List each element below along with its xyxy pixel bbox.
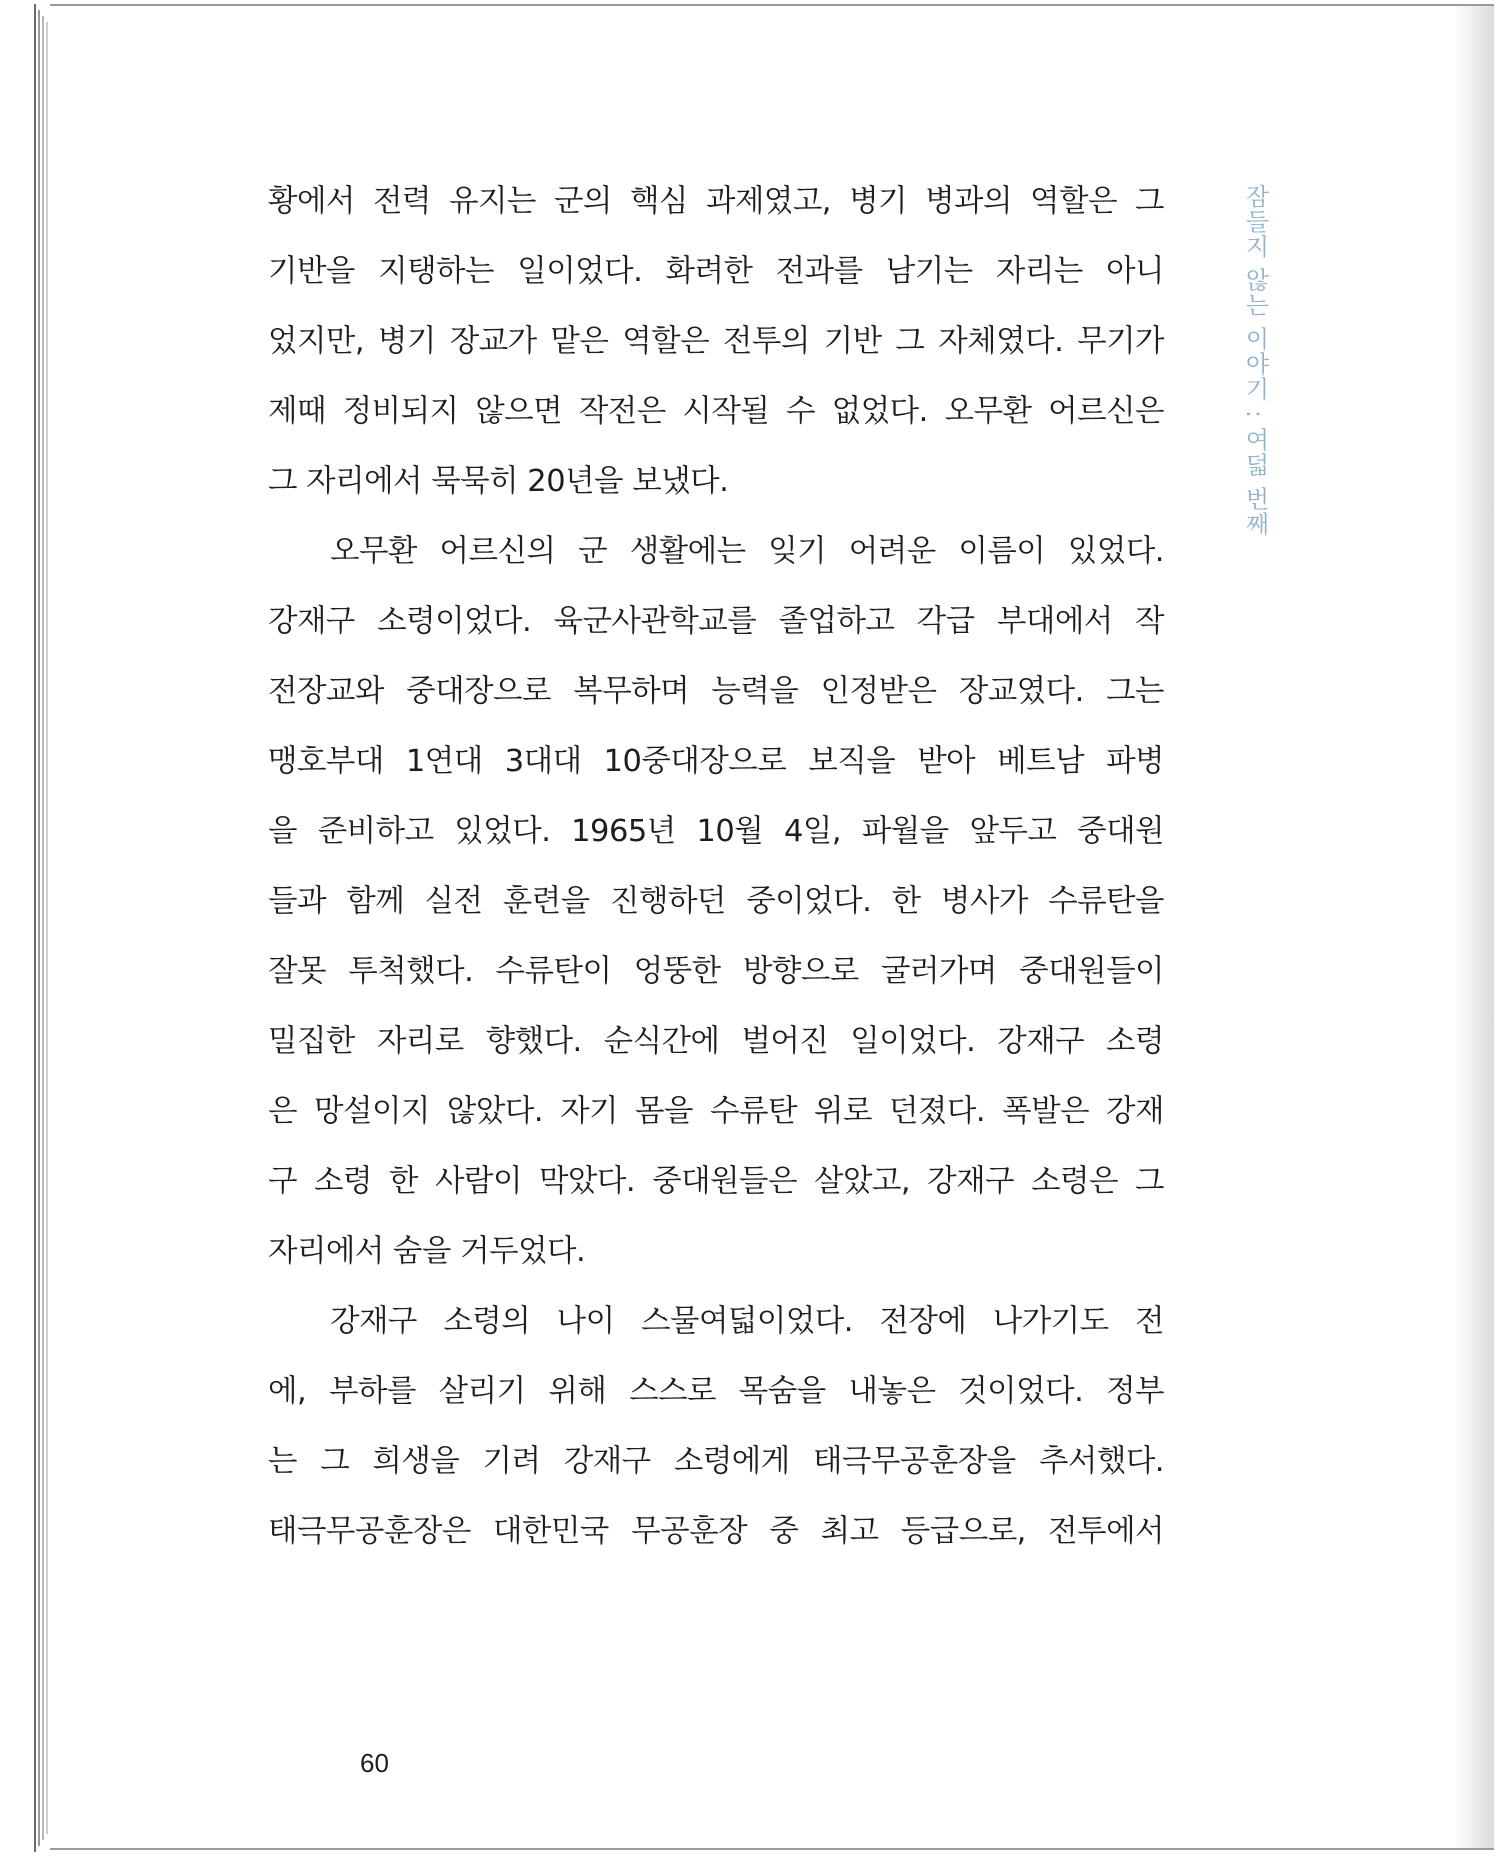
text-line: 강재구 소령의 나이 스물여덟이었다. 전장에 나가기도 전 <box>330 1304 1164 1339</box>
page-edge <box>38 10 40 1846</box>
text-line: 오무환 어르신의 군 생활에는 잊기 어려운 이름이 있었다. <box>330 534 1164 569</box>
text-line: 제때 정비되지 않으면 작전은 시작될 수 없었다. 오무환 어르신은 <box>268 394 1164 429</box>
page-edge <box>46 22 48 1834</box>
text-line: 었지만, 병기 장교가 맡은 역할은 전투의 기반 그 자체였다. 무기가 <box>268 324 1164 359</box>
text-line: 구 소령 한 사람이 막았다. 중대원들은 살았고, 강재구 소령은 그 <box>268 1164 1164 1199</box>
text-line: 전장교와 중대장으로 복무하며 능력을 인정받은 장교였다. 그는 <box>268 674 1164 709</box>
text-line: 는 그 희생을 기려 강재구 소령에게 태극무공훈장을 추서했다. <box>268 1444 1164 1479</box>
text-line: 그 자리에서 묵묵히 20년을 보냈다. <box>268 464 729 499</box>
text-line: 태극무공훈장은 대한민국 무공훈장 중 최고 등급으로, 전투에서 <box>268 1514 1164 1549</box>
text-line: 강재구 소령이었다. 육군사관학교를 졸업하고 각급 부대에서 작 <box>268 604 1164 639</box>
text-line: 에, 부하를 살리기 위해 스스로 목숨을 내놓은 것이었다. 정부 <box>268 1374 1164 1409</box>
text-line: 들과 함께 실전 훈련을 진행하던 중이었다. 한 병사가 수류탄을 <box>268 884 1164 919</box>
text-line: 기반을 지탱하는 일이었다. 화려한 전과를 남기는 자리는 아니 <box>268 254 1164 289</box>
page-edge <box>34 4 36 1852</box>
text-line: 은 망설이지 않았다. 자기 몸을 수류탄 위로 던졌다. 폭발은 강재 <box>268 1094 1164 1129</box>
page-edge <box>42 16 44 1840</box>
page-shadow <box>1454 6 1494 1848</box>
body-text <box>268 167 1164 1567</box>
text-line: 잘못 투척했다. 수류탄이 엉뚱한 방향으로 굴러가며 중대원들이 <box>268 954 1164 989</box>
text-line: 맹호부대 1연대 3대대 10중대장으로 보직을 받아 베트남 파병 <box>268 744 1164 779</box>
running-head: 잠들지 않는 이야기 : 여덟 번째 <box>1241 184 1269 537</box>
text-line: 황에서 전력 유지는 군의 핵심 과제였고, 병기 병과의 역할은 그 <box>268 184 1164 219</box>
text-line: 자리에서 숨을 거두었다. <box>268 1234 586 1269</box>
page-number: 60 <box>360 1748 389 1778</box>
text-line: 밀집한 자리로 향했다. 순식간에 벌어진 일이었다. 강재구 소령 <box>268 1024 1164 1059</box>
text-line: 을 준비하고 있었다. 1965년 10월 4일, 파월을 앞두고 중대원 <box>268 814 1164 849</box>
